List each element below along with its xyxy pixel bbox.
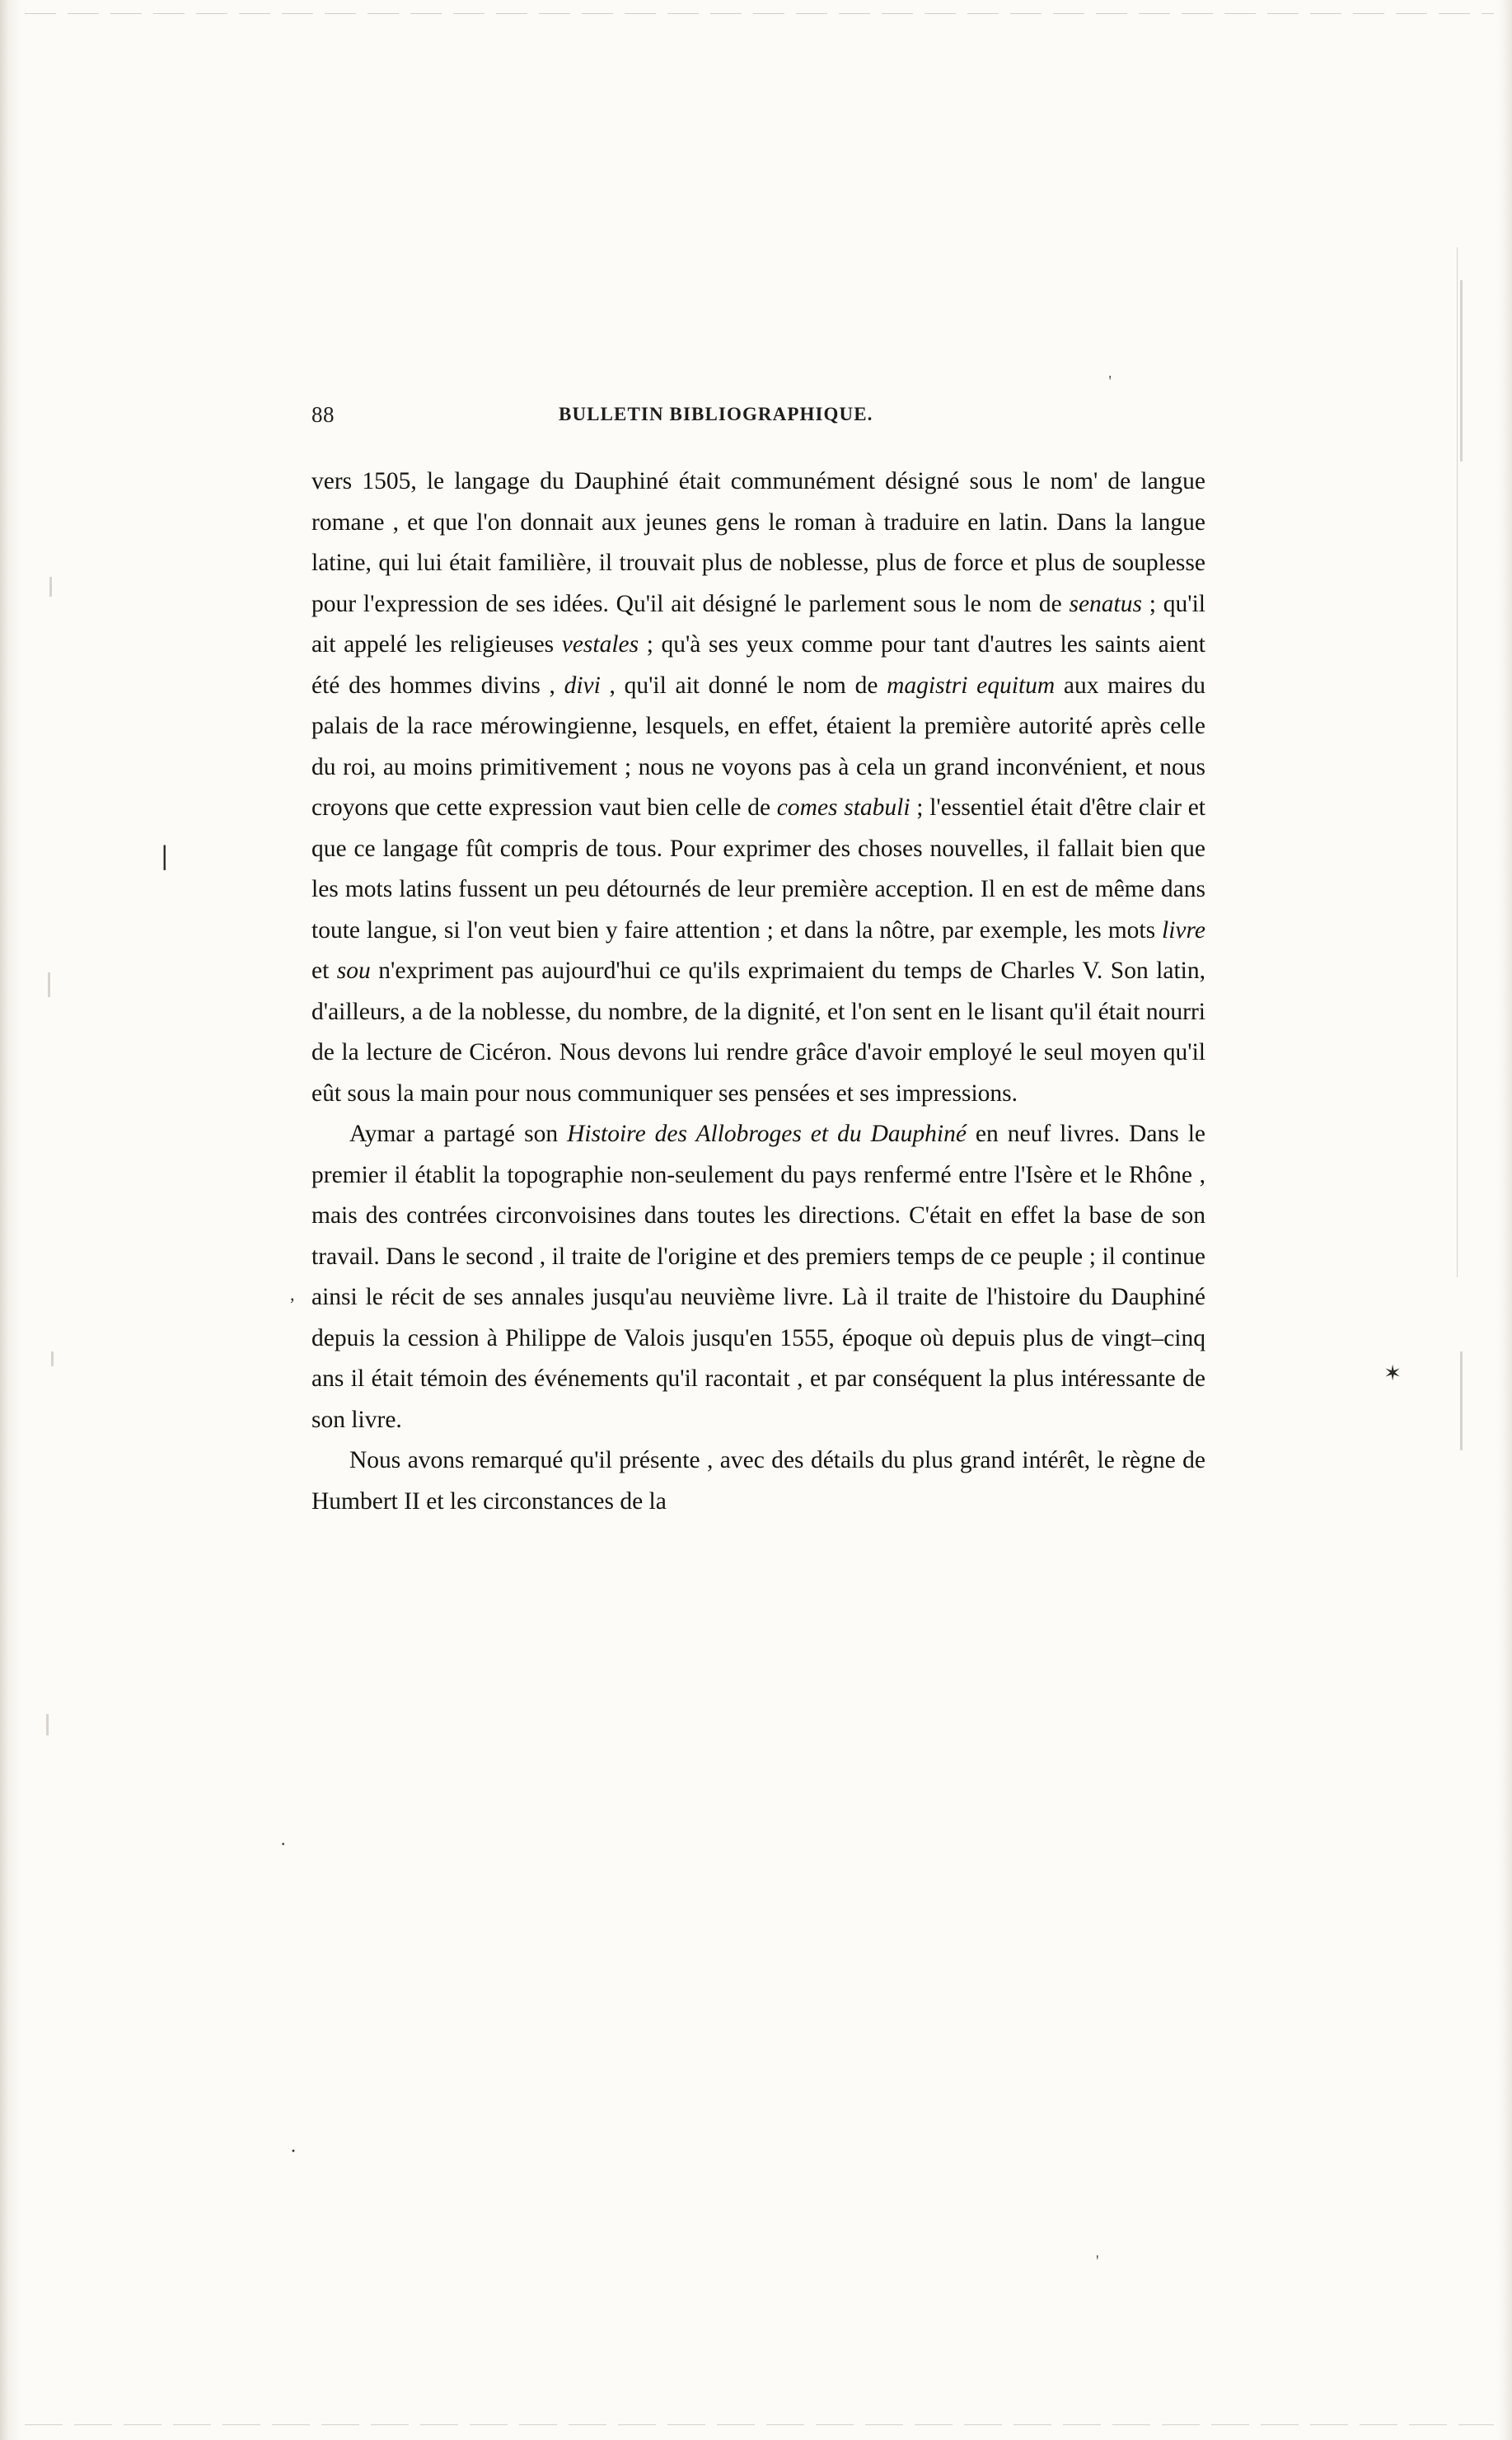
margin-mark-mid-dot: ·: [280, 1834, 287, 1854]
paragraph-1: vers 1505, le langage du Dauphiné était communément désigné sous le nom' de langue romane , et que l'on donnait aux jeunes gens le roman à traduire en latin. Dans la langue latine, qui lui était familière, il trouvait plus de noblesse, plus de force et plus de souplesse pour l'expression de ses idées. Qu'il ait désigné le parlement sous le nom de senatus ; qu'il ait appelé les religieuses vestales ; qu'à ses yeux comme pour tant d'autres les saints aient été des hommes divins , divi , qu'il ait donné le nom de magistri equitum aux maires du palais de la race mérowingienne, lesquels, en effet, étaient la première autorité après celle du roi, au moins primitivement ; nous ne voyons pas à cela un grand inconvénient, et nous croyons que cette expression vaut bien celle de comes stabuli ; l'essentiel était d'être clair et que ce langage fût compris de tous. Pour exprimer des choses nouvelles, il fallait bien que les mots latins fussent un peu détournés de leur première acception. Il en est de même dans toute langue, si l'on veut bien y faire attention ; et dans la nôtre, par exemple, les mots livre et sou n'expriment pas aujourd'hui ce qu'ils exprimaient du temps de Charles V. Son latin, d'ailleurs, a de la noblesse, du nombre, de la dignité, et l'on sent en le lisant qu'il était nourri de la lecture de Cicéron. Nous devons lui rendre grâce d'avoir employé le seul moyen qu'il eût sous la main pour nous communiquer ses pensées et ses impressions.: [311, 468, 1206, 1107]
margin-mark-left-bracket: |: [161, 841, 168, 871]
scan-edge-right: [1497, 0, 1512, 2440]
running-head: BULLETIN BIBLIOGRAPHIQUE.: [559, 404, 873, 424]
page-text-column: [311, 402, 1205, 1522]
scan-speckle: [1460, 1351, 1463, 1450]
paragraph-2: Aymar a partagé son Histoire des Allobroges et du Dauphiné en neuf livres. Dans le premier il établit la topographie non-seulement du pays renfermé entre l'Isère et le Rhône , mais des contrées circonvoisines dans toutes les directions. C'était en effet la base de son travail. Dans le second , il traite de l'origine et des premiers temps de ce peuple ; il continue ainsi le récit de ses annales jusqu'au neuvième livre. Là il traite de l'histoire du Dauphiné depuis la cession à Philippe de Valois jusqu'en 1555, époque où depuis plus de vingt–cinq ans il était témoin des événements qu'il racontait , et par conséquent la plus intéressante de son livre.: [311, 1121, 1205, 1433]
paragraph-3: Nous avons remarqué qu'il présente , avec des détails du plus grand intérêt, le règne de Humbert II et les circonstances de la: [311, 1447, 1205, 1515]
margin-mark-low-dot: ·: [290, 2141, 297, 2162]
margin-mark-comma: ,: [290, 1284, 295, 1304]
scan-speckle: [46, 1714, 49, 1735]
margin-mark-asterisk: ✶: [1383, 1361, 1402, 1385]
scan-speckle: [49, 577, 52, 597]
top-edge-rule: [25, 13, 1494, 14]
scan-edge-left: [0, 0, 21, 2440]
margin-mark-top-tick: ': [1108, 372, 1112, 391]
page-header: [311, 402, 1205, 445]
page-number: 88: [311, 402, 335, 427]
right-margin-rule: [1457, 247, 1458, 1277]
scan-speckle: [1460, 280, 1463, 461]
scan-speckle: [48, 972, 50, 997]
bottom-edge-rule: [25, 2424, 1494, 2425]
scan-speckle: [51, 1351, 54, 1366]
margin-mark-bottom-tick: ': [1096, 2252, 1099, 2270]
